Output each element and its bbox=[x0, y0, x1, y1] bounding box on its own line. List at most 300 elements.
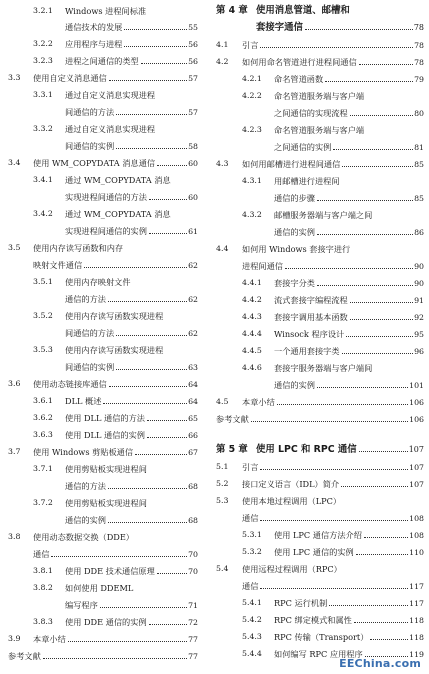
toc-entry-number: 3.9 bbox=[8, 634, 21, 643]
toc-entry bbox=[216, 595, 424, 611]
dot-leader bbox=[109, 386, 187, 387]
toc-entry-title: 通信 bbox=[242, 581, 259, 591]
toc-entry-number: 3.3 bbox=[8, 73, 21, 82]
toc-entry-page: 70 bbox=[188, 550, 198, 559]
toc-entry-title: 引言 bbox=[242, 40, 259, 50]
toc-entry-number: 3.8.3 bbox=[33, 617, 53, 626]
toc-entry-title: 间通信的实例 bbox=[65, 362, 115, 372]
toc-entry-title: 使用内存映射文件 bbox=[65, 277, 131, 287]
toc-entry-title: 之间通信的实现流程 bbox=[274, 108, 348, 118]
dot-leader bbox=[149, 199, 187, 200]
dot-leader bbox=[350, 115, 413, 116]
toc-entry-number: 3.2.1 bbox=[33, 6, 53, 15]
toc-entry-page: 90 bbox=[414, 262, 424, 271]
dot-leader bbox=[147, 437, 187, 438]
toc-entry-title: 应用程序与进程 bbox=[65, 39, 123, 49]
toc-entry-page: 106 bbox=[409, 415, 424, 424]
dot-leader bbox=[260, 520, 408, 521]
dot-leader bbox=[317, 285, 413, 286]
dot-leader bbox=[260, 469, 408, 470]
toc-entry-page: 117 bbox=[409, 582, 424, 591]
toc-entry bbox=[216, 476, 424, 492]
dot-leader bbox=[100, 607, 187, 608]
toc-entry-page: 57 bbox=[188, 108, 198, 117]
toc-entry-page: 58 bbox=[188, 142, 198, 151]
toc-entry bbox=[216, 343, 424, 359]
dot-leader bbox=[149, 233, 187, 234]
toc-entry bbox=[8, 223, 198, 239]
toc-entry bbox=[8, 53, 198, 69]
toc-entry-page: 106 bbox=[409, 398, 424, 407]
toc-entry bbox=[8, 410, 198, 426]
toc-entry-number: 3.4.2 bbox=[33, 209, 53, 218]
toc-entry-title: 映射文件通信 bbox=[33, 260, 83, 270]
dot-leader bbox=[305, 29, 413, 30]
toc-entry bbox=[8, 444, 198, 460]
toc-entry-page: 79 bbox=[414, 75, 424, 84]
toc-entry bbox=[216, 37, 424, 53]
toc-entry-title: 间通信的实例 bbox=[65, 141, 115, 151]
toc-entry bbox=[8, 155, 198, 171]
dot-leader bbox=[116, 369, 187, 370]
toc-entry-page: 55 bbox=[188, 23, 198, 32]
toc-entry bbox=[216, 292, 424, 308]
dot-leader bbox=[260, 47, 413, 48]
dot-leader bbox=[260, 588, 408, 589]
toc-entry-page: 101 bbox=[409, 381, 424, 390]
toc-entry-page: 78 bbox=[414, 41, 424, 50]
toc-entry bbox=[216, 394, 424, 410]
dot-leader bbox=[108, 522, 187, 523]
toc-entry-number: 4.4.5 bbox=[242, 346, 262, 355]
toc-entry-number: 4.4.3 bbox=[242, 312, 262, 321]
toc-entry-title: 使用 LPC 通信的实例 bbox=[274, 547, 354, 557]
toc-entry bbox=[8, 512, 198, 528]
toc-entry-number: 3.8.2 bbox=[33, 583, 53, 592]
toc-entry-page: 78 bbox=[413, 23, 424, 32]
toc-entry-number: 3.7 bbox=[8, 447, 21, 456]
dot-leader bbox=[329, 605, 408, 606]
toc-entry-title: 使用本地过程调用（LPC） bbox=[242, 496, 342, 506]
toc-entry-page: 56 bbox=[188, 57, 198, 66]
toc-entry bbox=[216, 510, 424, 526]
toc-entry-title: 套接字通信 bbox=[256, 22, 303, 33]
toc-entry-page: 64 bbox=[188, 380, 198, 389]
toc-entry-number: 3.6.1 bbox=[33, 396, 53, 405]
dot-leader bbox=[251, 421, 408, 422]
toc-entry-page: 68 bbox=[188, 516, 198, 525]
toc-entry bbox=[216, 561, 424, 577]
dot-leader bbox=[285, 268, 413, 269]
toc-entry bbox=[216, 173, 424, 189]
toc-entry bbox=[8, 529, 198, 545]
toc-entry-title: 通过自定义消息实现进程 bbox=[65, 90, 156, 100]
toc-entry-page: 57 bbox=[188, 74, 198, 83]
toc-entry-title: 套接字服务器端与客户端间 bbox=[274, 363, 373, 373]
dot-leader bbox=[370, 639, 408, 640]
toc-entry-page: 85 bbox=[414, 160, 424, 169]
toc-entry-number: 4.4.4 bbox=[242, 329, 262, 338]
dot-leader bbox=[103, 403, 187, 404]
toc-entry-title: 间通信的方法 bbox=[65, 107, 115, 117]
toc-entry-page: 68 bbox=[188, 482, 198, 491]
dot-leader bbox=[157, 573, 187, 574]
dot-leader bbox=[135, 454, 187, 455]
dot-leader bbox=[116, 114, 187, 115]
toc-entry-number: 4.3.1 bbox=[242, 176, 262, 185]
toc-entry-title: 通过 WM_COPYDATA 消息 bbox=[65, 175, 171, 185]
toc-entry-title: 通信 bbox=[242, 513, 259, 523]
toc-entry-number: 3.8 bbox=[8, 532, 21, 541]
toc-entry-title: 使用 LPC 和 RPC 通信 bbox=[256, 444, 357, 455]
toc-entry bbox=[8, 87, 198, 103]
toc-entry-title: 命名管道函数 bbox=[274, 74, 324, 84]
toc-entry-page: 96 bbox=[414, 347, 424, 356]
toc-entry-page: 118 bbox=[409, 633, 424, 642]
toc-entry-page: 85 bbox=[414, 194, 424, 203]
toc-entry bbox=[216, 459, 424, 475]
toc-entry-title: 使用远程过程调用（RPC） bbox=[242, 564, 342, 574]
toc-entry-page: 64 bbox=[188, 397, 198, 406]
toc-entry-title: 参考文献 bbox=[216, 414, 249, 424]
toc-entry bbox=[216, 612, 424, 628]
toc-entry-title: 使用 DDE 通信的实例 bbox=[65, 617, 147, 627]
toc-entry-title: 参考文献 bbox=[8, 651, 41, 661]
dot-leader bbox=[277, 404, 408, 405]
toc-entry-title: 进程间通信 bbox=[242, 261, 283, 271]
toc-entry bbox=[8, 104, 198, 120]
toc-entry-number: 5.3.1 bbox=[242, 530, 262, 539]
toc-entry-page: 118 bbox=[409, 616, 424, 625]
toc-entry-title: 之间通信的实例 bbox=[274, 142, 332, 152]
toc-entry-page: 119 bbox=[409, 650, 424, 659]
toc-entry-page: 65 bbox=[188, 414, 198, 423]
toc-entry-title: 使用消息管道、邮槽和 bbox=[256, 5, 350, 16]
toc-entry-number: 3.5 bbox=[8, 243, 21, 252]
dot-leader bbox=[317, 387, 408, 388]
toc-entry-title: 进程之间通信的类型 bbox=[65, 56, 139, 66]
toc-entry-page: 72 bbox=[188, 618, 198, 627]
toc-entry-title: 通信的方法 bbox=[65, 481, 106, 491]
toc-entry-number: 3.8.1 bbox=[33, 566, 53, 575]
dot-leader bbox=[350, 319, 413, 320]
toc-entry-title: 引言 bbox=[242, 462, 259, 472]
toc-entry-number: 3.2.3 bbox=[33, 56, 53, 65]
toc-entry bbox=[8, 478, 198, 494]
toc-entry-title: 使用 DLL 通信的方法 bbox=[65, 413, 145, 423]
toc-entry-number: 4.2 bbox=[216, 57, 229, 66]
toc-entry-number: 第 4 章 bbox=[216, 5, 248, 16]
dot-leader bbox=[333, 149, 413, 150]
toc-entry-title: RPC 运行机制 bbox=[274, 598, 328, 608]
toc-entry bbox=[216, 190, 424, 206]
toc-entry bbox=[8, 172, 198, 188]
toc-entry-page: 60 bbox=[188, 193, 198, 202]
toc-entry bbox=[8, 308, 198, 324]
toc-entry bbox=[216, 411, 424, 427]
toc-entry-title: 一个通用套接字类 bbox=[274, 346, 340, 356]
toc-entry-page: 62 bbox=[188, 261, 198, 270]
toc-entry-title: 通信的实例 bbox=[274, 380, 315, 390]
toc-entry bbox=[8, 257, 198, 273]
toc-entry-number: 5.2 bbox=[216, 479, 229, 488]
toc-entry bbox=[8, 342, 198, 358]
toc-entry bbox=[216, 377, 424, 393]
toc-entry-number: 5.1 bbox=[216, 462, 229, 471]
toc-entry-title: 使用剪贴板实现进程间 bbox=[65, 498, 147, 508]
toc-entry bbox=[216, 241, 424, 257]
toc-entry-title: 流式套接字编程流程 bbox=[274, 295, 348, 305]
dot-leader bbox=[342, 166, 413, 167]
toc-entry bbox=[8, 3, 198, 19]
dot-leader bbox=[342, 353, 414, 354]
toc-entry bbox=[8, 461, 198, 477]
toc-entry-number: 5.4.1 bbox=[242, 598, 262, 607]
toc-entry bbox=[8, 206, 198, 222]
toc-entry-title: 使用 LPC 通信方法介绍 bbox=[274, 530, 362, 540]
dot-leader bbox=[346, 336, 413, 337]
toc-entry-page: 86 bbox=[414, 228, 424, 237]
dot-leader bbox=[149, 624, 187, 625]
toc-entry-page: 107 bbox=[409, 463, 424, 472]
toc-entry bbox=[8, 631, 198, 647]
toc-entry bbox=[8, 563, 198, 579]
dot-leader bbox=[116, 335, 187, 336]
toc-entry-number: 5.3.2 bbox=[242, 547, 262, 556]
toc-entry bbox=[8, 376, 198, 392]
toc-entry bbox=[216, 19, 424, 36]
toc-entry-title: 使用 Windows 剪贴板通信 bbox=[33, 447, 134, 457]
dot-leader bbox=[364, 537, 408, 538]
toc-entry bbox=[8, 36, 198, 52]
toc-entry bbox=[8, 19, 198, 35]
toc-entry-title: 通信的步骤 bbox=[274, 193, 315, 203]
toc-entry-title: 使用内存读写函数实现进程 bbox=[65, 345, 164, 355]
toc-entry-page: 56 bbox=[188, 40, 198, 49]
toc-entry-number: 3.5.3 bbox=[33, 345, 53, 354]
toc-entry-number: 4.4.2 bbox=[242, 295, 262, 304]
toc-entry-title: 使用内存读写函数和内存 bbox=[33, 243, 124, 253]
toc-entry-number: 3.4.1 bbox=[33, 175, 53, 184]
dot-leader bbox=[51, 556, 187, 557]
toc-entry-title: 如何用邮槽进行进程间通信 bbox=[242, 159, 341, 169]
dot-leader bbox=[108, 301, 187, 302]
toc-entry-page: 108 bbox=[409, 531, 424, 540]
toc-entry-page: 70 bbox=[188, 567, 198, 576]
toc-entry bbox=[8, 189, 198, 205]
dot-leader bbox=[157, 165, 187, 166]
toc-entry-number: 3.6.3 bbox=[33, 430, 53, 439]
dot-leader bbox=[108, 488, 187, 489]
toc-entry bbox=[216, 122, 424, 138]
toc-entry bbox=[8, 648, 198, 664]
toc-entry bbox=[216, 578, 424, 594]
dot-leader bbox=[354, 622, 408, 623]
toc-entry bbox=[8, 597, 198, 613]
toc-entry-title: 用邮槽进行进程间 bbox=[274, 176, 340, 186]
dot-leader bbox=[350, 302, 413, 303]
toc-entry bbox=[216, 224, 424, 240]
toc-entry-number: 4.2.2 bbox=[242, 91, 262, 100]
toc-entry bbox=[8, 427, 198, 443]
toc-entry bbox=[216, 275, 424, 291]
toc-entry-title: 命名管道服务端与客户端 bbox=[274, 91, 365, 101]
toc-entry bbox=[216, 88, 424, 104]
toc-entry-number: 3.3.1 bbox=[33, 90, 53, 99]
toc-entry bbox=[216, 493, 424, 509]
toc-entry-title: 接口定义语言（IDL）简介 bbox=[242, 479, 340, 489]
toc-entry bbox=[8, 580, 198, 596]
toc-entry bbox=[216, 71, 424, 87]
toc-entry-page: 95 bbox=[414, 330, 424, 339]
toc-entry bbox=[8, 393, 198, 409]
toc-entry-title: 实现进程间通信的实例 bbox=[65, 226, 147, 236]
toc-entry-title: 使用动态数据交换（DDE） bbox=[33, 532, 134, 542]
toc-entry bbox=[216, 360, 424, 376]
toc-entry-number: 3.6 bbox=[8, 379, 21, 388]
toc-entry-title: RPC 绑定模式和属性 bbox=[274, 615, 352, 625]
toc-entry-title: 套接字调用基本函数 bbox=[274, 312, 348, 322]
toc-entry-title: 通过自定义消息实现进程 bbox=[65, 124, 156, 134]
toc-entry-title: 使用 WM_COPYDATA 消息通信 bbox=[33, 158, 156, 168]
toc-entry-title: 使用内存读写函数实现进程 bbox=[65, 311, 164, 321]
toc-entry-title: 通信 bbox=[33, 549, 50, 559]
toc-entry bbox=[216, 441, 424, 458]
toc-entry-number: 3.5.1 bbox=[33, 277, 53, 286]
toc-entry-page: 77 bbox=[188, 652, 198, 661]
dot-leader bbox=[124, 29, 187, 30]
toc-entry-number: 5.3 bbox=[216, 496, 229, 505]
toc-entry-page: 108 bbox=[409, 514, 424, 523]
toc-entry-page: 90 bbox=[414, 279, 424, 288]
toc-entry bbox=[8, 325, 198, 341]
toc-entry-number: 4.5 bbox=[216, 397, 229, 406]
toc-entry-number: 3.6.2 bbox=[33, 413, 53, 422]
toc-entry-number: 4.2.3 bbox=[242, 125, 262, 134]
dot-leader bbox=[109, 80, 187, 81]
toc-entry-title: 使用动态链接库通信 bbox=[33, 379, 107, 389]
dot-leader bbox=[325, 81, 413, 82]
toc-entry-page: 107 bbox=[408, 445, 424, 454]
toc-entry-title: 如何用命名管道进行进程间通信 bbox=[242, 57, 357, 67]
toc-entry-number: 3.7.2 bbox=[33, 498, 53, 507]
toc-entry-page: 66 bbox=[188, 431, 198, 440]
dot-leader bbox=[43, 658, 187, 659]
dot-leader bbox=[317, 234, 413, 235]
toc-entry-title: 如何用 Windows 套接字进行 bbox=[242, 244, 351, 254]
toc-entry-title: 命名管道服务端与客户端 bbox=[274, 125, 365, 135]
toc-entry-page: 110 bbox=[409, 548, 424, 557]
toc-entry-page: 81 bbox=[414, 143, 424, 152]
toc-entry bbox=[8, 70, 198, 86]
toc-entry-page: 78 bbox=[414, 58, 424, 67]
toc-entry-title: 邮槽服务器端与客户端之间 bbox=[274, 210, 373, 220]
toc-entry-number: 4.3.2 bbox=[242, 210, 262, 219]
dot-leader bbox=[359, 451, 408, 452]
toc-entry-title: 本章小结 bbox=[242, 397, 275, 407]
toc-entry bbox=[216, 2, 424, 19]
dot-leader bbox=[116, 148, 187, 149]
toc-entry bbox=[8, 291, 198, 307]
toc-entry-title: Windows 进程间标准 bbox=[65, 6, 147, 16]
watermark-logo: EEChina.com bbox=[339, 657, 421, 670]
toc-entry bbox=[216, 54, 424, 70]
toc-entry bbox=[8, 240, 198, 256]
dot-leader bbox=[147, 420, 187, 421]
toc-entry-number: 5.4 bbox=[216, 564, 229, 573]
toc-entry-page: 80 bbox=[414, 109, 424, 118]
toc-entry-title: 通信的实例 bbox=[65, 515, 106, 525]
toc-entry-number: 3.2.2 bbox=[33, 39, 53, 48]
toc-entry bbox=[8, 495, 198, 511]
toc-entry-title: 编写程序 bbox=[65, 600, 98, 610]
toc-entry-number: 5.4.4 bbox=[242, 649, 262, 658]
toc-entry-title: 实现进程间通信的方法 bbox=[65, 192, 147, 202]
toc-entry-title: 本章小结 bbox=[33, 634, 66, 644]
toc-entry bbox=[8, 614, 198, 630]
toc-entry-title: 通信的实例 bbox=[274, 227, 315, 237]
toc-entry-page: 60 bbox=[188, 159, 198, 168]
dot-leader bbox=[341, 486, 408, 487]
toc-entry-title: 通信技术的发展 bbox=[65, 22, 123, 32]
toc-entry bbox=[216, 544, 424, 560]
toc-entry-title: RPC 传输（Transport） bbox=[274, 632, 369, 642]
toc-entry-page: 71 bbox=[188, 601, 198, 610]
toc-entry-number: 4.1 bbox=[216, 40, 229, 49]
toc-entry-page: 61 bbox=[188, 227, 198, 236]
dot-leader bbox=[141, 63, 187, 64]
toc-entry-title: 使用剪贴板实现进程间 bbox=[65, 464, 147, 474]
toc-entry-page: 91 bbox=[414, 296, 424, 305]
toc-entry bbox=[8, 359, 198, 375]
toc-entry-title: 通信的方法 bbox=[65, 294, 106, 304]
toc-entry bbox=[216, 527, 424, 543]
toc-entry bbox=[216, 105, 424, 121]
toc-entry-number: 4.4.6 bbox=[242, 363, 262, 372]
toc-entry-title: 如何编写 RPC 应用程序 bbox=[274, 649, 363, 659]
toc-entry-number: 4.2.1 bbox=[242, 74, 262, 83]
toc-entry-number: 3.5.2 bbox=[33, 311, 53, 320]
toc-entry bbox=[216, 629, 424, 645]
toc-entry bbox=[216, 207, 424, 223]
toc-entry bbox=[216, 258, 424, 274]
toc-entry bbox=[216, 326, 424, 342]
toc-entry-title: 间通信的方法 bbox=[65, 328, 115, 338]
toc-entry-page: 63 bbox=[188, 363, 198, 372]
toc-entry-title: 套接字分类 bbox=[274, 278, 315, 288]
toc-entry-number: 4.4.1 bbox=[242, 278, 262, 287]
toc-entry bbox=[216, 156, 424, 172]
dot-leader bbox=[317, 200, 413, 201]
toc-entry-title: 通过 WM_COPYDATA 消息 bbox=[65, 209, 171, 219]
toc-entry-title: 使用 DDE 技术通信原理 bbox=[65, 566, 155, 576]
toc-entry bbox=[8, 138, 198, 154]
toc-entry bbox=[216, 139, 424, 155]
toc-entry-number: 3.7.1 bbox=[33, 464, 53, 473]
toc-entry-number: 5.4.3 bbox=[242, 632, 262, 641]
dot-leader bbox=[124, 46, 187, 47]
toc-entry-page: 77 bbox=[188, 635, 198, 644]
toc-entry-number: 4.3 bbox=[216, 159, 229, 168]
toc-entry-page: 62 bbox=[188, 329, 198, 338]
toc-entry-title: 使用 DLL 通信的实例 bbox=[65, 430, 145, 440]
dot-leader bbox=[68, 641, 187, 642]
toc-entry-page: 62 bbox=[188, 295, 198, 304]
toc-entry-number: 3.3.2 bbox=[33, 124, 53, 133]
toc-entry bbox=[216, 309, 424, 325]
toc-entry-number: 3.4 bbox=[8, 158, 21, 167]
toc-entry-page: 117 bbox=[409, 599, 424, 608]
